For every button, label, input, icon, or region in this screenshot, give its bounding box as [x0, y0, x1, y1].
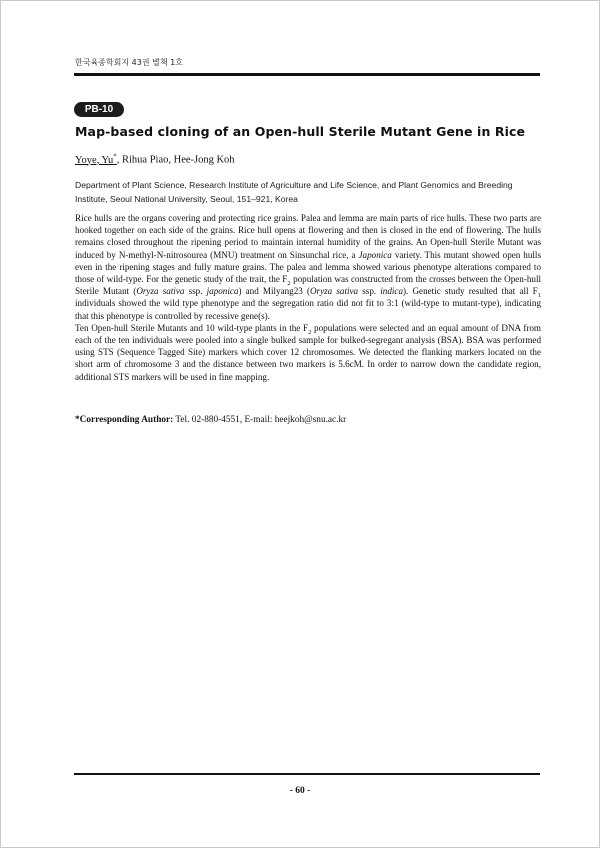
corresponding-author	[75, 415, 346, 425]
abstract-text: ssp.	[184, 286, 207, 297]
author-line	[75, 152, 235, 166]
abstract-italic: Oryza sativa	[136, 286, 185, 297]
affiliation: Department of Plant Science, Research Institute of Agriculture and Life Science, and Plant Genomics and Breeding Institute, Seoul National University, Seoul, 151–921, Korea	[75, 180, 513, 204]
abstract-subscript: 2	[287, 279, 291, 287]
abstract-text: population was constructed from the crosses between the Open-hull Sterile Mutant (	[75, 274, 541, 297]
other-authors: , Rihua Piao, Hee-Jong Koh	[116, 154, 235, 166]
abstract-italic: indica	[380, 286, 404, 297]
poster-badge: PB-10	[74, 102, 124, 117]
header-rule	[74, 73, 540, 76]
paper-title: Map-based cloning of an Open-hull Sterile Mutant Gene in Rice	[75, 124, 526, 139]
footer-rule	[74, 773, 540, 775]
abstract-text: individuals showed the wild type phenotype and the segregation ratio did not fit to 3:1 (wild-type to mutant-type), indicating that this phenotype is controlled by recessive gene(s).	[75, 298, 541, 321]
abstract-text: variety. This mutant showed open hulls even in the ripening stages and fully mature grains. The palea and lemma showed various phenotype alterations compared to those of wild-type. For the genetic study of the trait, the F	[75, 249, 541, 285]
abstract-paragraph-2	[75, 322, 541, 383]
abstract-italic: Japonica	[358, 249, 392, 260]
corresponding-mark: *	[113, 152, 117, 160]
email-label: , E-mail:	[239, 415, 275, 425]
first-author	[75, 152, 117, 166]
corresponding-label: *Corresponding Author:	[75, 415, 174, 425]
tel-number: 02-880-4551	[191, 415, 240, 425]
tel-label: Tel.	[173, 415, 192, 425]
journal-header: 한국육종학회지 43권 별책 1호	[75, 58, 183, 67]
abstract-text: Ten Open-hull Sterile Mutants and 10 wild-type plants in the F	[75, 322, 309, 333]
abstract	[75, 212, 541, 383]
first-author-name: Yoye, Yu	[75, 154, 114, 166]
page-number: - 60 -	[289, 786, 311, 796]
abstract-text: ) and Milyang23 (	[238, 286, 310, 297]
abstract-italic: Oryza sativa	[309, 286, 359, 297]
abstract-text: ). Genetic study resulted that all F	[403, 286, 538, 297]
abstract-paragraph-1	[75, 212, 541, 322]
abstract-subscript: 1	[537, 292, 541, 300]
abstract-text: Rice hulls are the organs covering and protecting rice grains. Palea and lemma are main parts of rice hulls. These two parts are hooked together on each side of the grains. Rice hull opens at flowering and then is closed in the end of flowering. The hulls remains closed throughout the ripening period to maintain internal humidity of the grains. An Open-hull Sterile Mutant was induced by N-methyl-N-nitrosourea (MNU) treatment on Sinsunchal rice, a	[75, 213, 541, 260]
email-address: heejkoh@snu.ac.kr	[274, 415, 347, 425]
abstract-subscript: 2	[308, 328, 312, 336]
abstract-text: populations were selected and an equal amount of DNA from each of the ten individuals were pooled into a single bulked sample for bulked-segregant analysis (BSA). BSA was performed using STS (Sequence Tagged Site) markers which cover 12 chromosomes. We detected the flanking markers located on the short arm of chromosome 3 and the distance between two markers is 5.6cM. In order to narrow down the candidate region, additional STS markers will be used in fine mapping.	[75, 322, 541, 382]
abstract-italic: japonica	[206, 286, 239, 297]
abstract-text: ssp.	[358, 286, 381, 297]
